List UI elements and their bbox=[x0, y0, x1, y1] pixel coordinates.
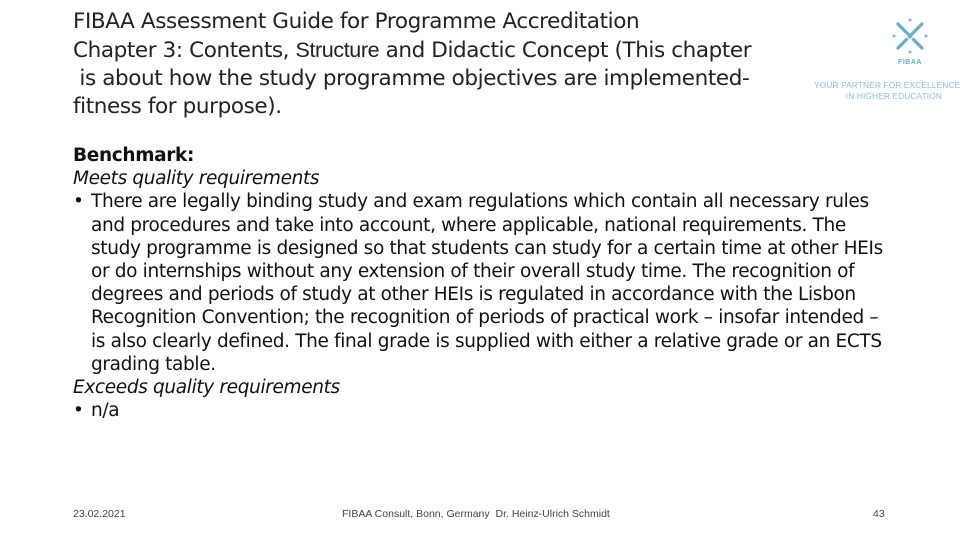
bullet-dot: • bbox=[73, 191, 84, 213]
footer-author: FIBAA Consult, Bonn, Germany Dr. Heinz-Ulrich Schmidt bbox=[342, 508, 610, 520]
exceeds-bullet-item bbox=[73, 399, 893, 422]
title-structure-word: Structure bbox=[295, 38, 380, 62]
fibaa-logo bbox=[810, 14, 960, 106]
title-line-2-start: Chapter 3: Contents, bbox=[73, 38, 296, 63]
slide-body bbox=[73, 144, 893, 422]
meets-bullet-text: There are legally binding study and exam regulations which contain all necessary rules and procedures and take into account, where applicable, national requirements. The study programme is designed so that students can study for a certain time at other HEIs or do internships without any extension of their overall study time. The recognition of degrees and periods of study at other HEIs is regulated in accordance with the Lisbon Recognition Convention; the recognition of periods of practical work – insofar intended – is also clearly defined. The final grade is supplied with either a relative grade or an ECTS grading table. bbox=[91, 191, 883, 375]
benchmark-heading: Benchmark: bbox=[73, 145, 195, 166]
fibaa-star-icon bbox=[890, 16, 930, 56]
exceeds-heading: Exceeds quality requirements bbox=[73, 377, 340, 399]
title-line-3: is about how the study programme objectives are implemented- bbox=[73, 66, 750, 91]
meets-bullet-item bbox=[73, 190, 893, 376]
title-line-4: fitness for purpose). bbox=[73, 94, 282, 119]
footer-date: 23.02.2021 bbox=[73, 508, 126, 520]
logo-brand: FIBAA bbox=[898, 59, 922, 66]
exceeds-bullet-text: n/a bbox=[91, 400, 120, 422]
meets-heading: Meets quality requirements bbox=[73, 168, 320, 190]
logo-tagline-2: IN HIGHER EDUCATION bbox=[845, 91, 942, 101]
title-line-1: FIBAA Assessment Guide for Programme Accreditation bbox=[73, 9, 640, 34]
bullet-dot: • bbox=[73, 400, 84, 422]
slide-title bbox=[73, 8, 833, 121]
logo-tagline-1: YOUR PARTNER FOR EXCELLENCE bbox=[814, 80, 960, 90]
title-line-2 bbox=[73, 36, 833, 65]
title-line-2-end: and Didactic Concept (This chapter bbox=[379, 38, 752, 63]
footer-page-number: 43 bbox=[873, 508, 885, 520]
